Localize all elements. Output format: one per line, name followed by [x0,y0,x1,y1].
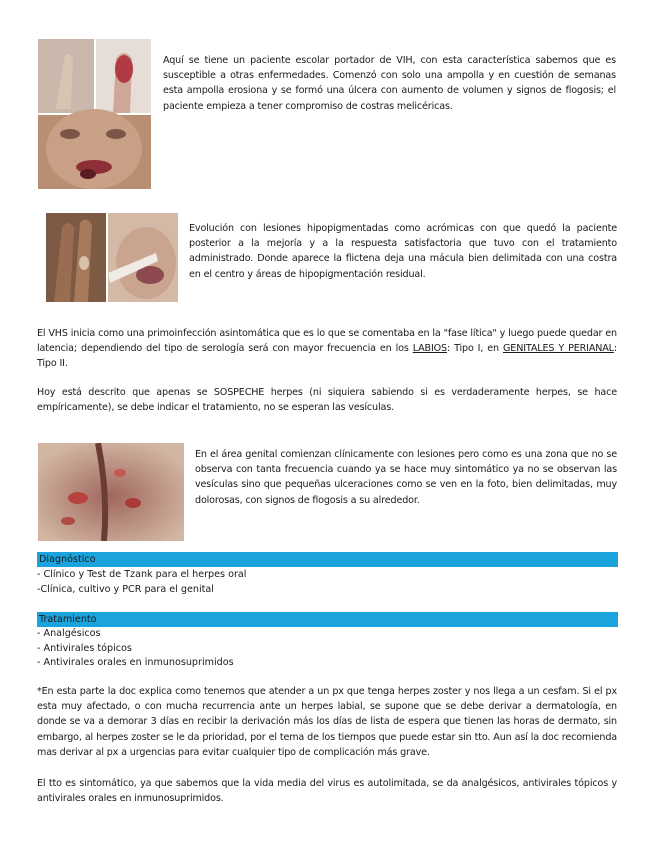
tto-paragraph: El tto es sintomático, ya que sabemos que la vida media del virus es autolimitada, se da analgésicos, antivirales tópicos y antivirales orales en inmunosuprimidos. [37,778,617,805]
labios-term: LABIOS [412,343,447,355]
genital-description: En el área genital comienzan clínicamente con lesiones pero como es una zona que no se observa con tanta frecuencia cuando ya se hace muy sintomático ya no se observan las vesículas sino que pequeñas ulceraciones como se ven en la foto, bien delimitadas, muy dolorosas, con signos de flogosis a su alrededor. [195,449,617,506]
case1-description: Aquí se tiene un paciente escolar portador de VIH, con esta característica sabemos que es susceptible a otras enfermedades. Comenzó con solo una ampolla y en cuestión de semanas esta ampolla erosiona y se formó una úlcera con aumento de volumen y signos de flogosis; el paciente empieza a tener compromiso de costras melicéricas. [163,55,616,112]
diagnostico-list [37,568,246,597]
vhs-text-b: : Tipo I, en [446,343,503,355]
vhs-text-a: El VHS inicia como una primoinfección asintomática que es lo que se comentaba en la "fase lítica" y luego puede quedar en latencia; dependiendo del tipo de serología será con mayor frecuencia en los [37,328,617,355]
diagnostico-header: Diagnóstico [37,552,618,567]
case1-photo [38,39,151,189]
genital-photo [38,443,184,541]
list-item: - Antivirales tópicos [37,642,132,654]
case2-description: Evolución con lesiones hipopigmentadas como acrómicas con que quedó la paciente posterior a la mejoría y a la respuesta satisfactoria que tuvo con el tratamiento administrado. Donde aparece la flictena deja una mácula bien delimitada con una costra en el centro y áreas de hipopigmentación residual. [189,223,617,280]
tratamiento-list [37,627,234,671]
list-item: - Analgésicos [37,628,101,639]
list-item: - Antivirales orales en inmunosuprimidos [37,657,234,669]
tratamiento-header: Tratamiento [37,612,618,627]
list-item: - Clínico y Test de Tzank para el herpes oral [37,569,247,580]
genitales-term: GENITALES Y PERIANAL [503,343,614,355]
case2-photo [46,213,178,302]
vhs-paragraph [37,326,617,372]
vhs-text-c: : Tipo II. [37,343,617,370]
sospecha-paragraph: Hoy está descrito que apenas se SOSPECHE herpes (ni siquiera sabiendo si es verdaderamente herpes, se hace empíricamente), se debe indicar el tratamiento, no se esperan las vesículas. [37,387,617,414]
list-item: -Clínica, cultivo y PCR para el genital [37,583,214,595]
doc-note-paragraph: *En esta parte la doc explica como tenemos que atender a un px que tenga herpes zoster y nos llega a un cesfam. Si el px esta muy afectado, o con mucha recurrencia ante un herpes labial, se supone que se debe derivar a dermatología, en donde se va a demorar 3 días en recibir la derivación más los días de lista de espera que tienen las horas de dermato, sin embargo, al herpes zoster se le da prioridad, por el tema de los tiempos que puede estar sin tto. Aun así la doc recomienda mas derivar al px a urgencias para evitar cualquier tipo de complicación más grave. [37,686,617,758]
